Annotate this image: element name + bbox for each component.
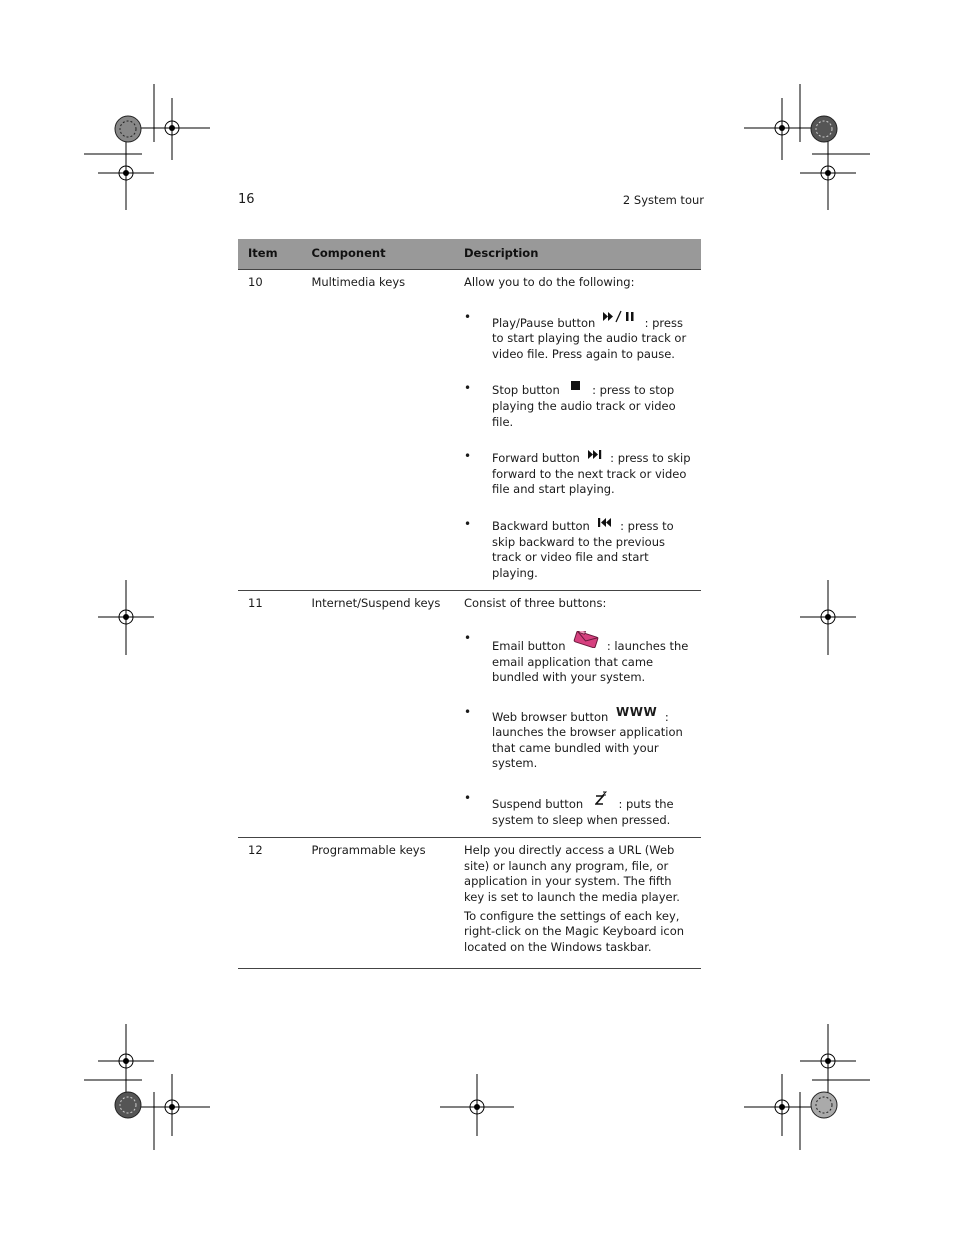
component-table <box>238 239 701 969</box>
bullet-list <box>464 310 691 582</box>
table-row <box>238 591 701 838</box>
play-pause-icon <box>603 310 637 323</box>
list-item <box>464 517 691 581</box>
component-name: Internet/Suspend keys <box>311 596 441 611</box>
list-item <box>464 310 691 363</box>
bullet-label: Backward button <box>492 518 590 533</box>
bullet-label: Forward button <box>492 451 580 466</box>
running-head: 2 System tour <box>622 193 704 207</box>
bullet-label: Email button <box>492 638 566 653</box>
list-item <box>464 631 691 686</box>
list-item <box>464 449 691 498</box>
bullet-text: : launches the browser application that came bundled with your system. <box>492 709 683 771</box>
bullet-label: Play/Pause button <box>492 315 596 330</box>
bullet-label: Web browser button <box>492 709 609 724</box>
backward-icon <box>597 517 612 528</box>
www-icon: WWW <box>616 704 658 719</box>
bullet-text: : puts the system to sleep when pressed. <box>492 797 674 827</box>
email-icon <box>573 631 599 648</box>
list-item <box>464 381 691 430</box>
description-intro: Allow you to do the following: <box>464 275 635 289</box>
bullet-text: : launches the email application that came bundled with your system. <box>492 638 689 685</box>
bullet-list <box>464 631 691 828</box>
description-cell <box>454 838 701 969</box>
bullet-text: : press to skip backward to the previous track or video file and start playing. <box>492 518 674 580</box>
description-cell <box>454 270 701 591</box>
bullet-label: Stop button <box>492 383 560 398</box>
description-paragraph: To configure the settings of each key, right-click on the Magic Keyboard icon located on the Windows taskbar. <box>464 908 685 954</box>
component-name: Programmable keys <box>311 843 426 858</box>
bullet-text: : press to skip forward to the next track or video file and start playing. <box>492 451 691 497</box>
header-description: Description <box>454 239 701 270</box>
bullet-text: : press to start playing the audio track or video file. Press again to pause. <box>492 315 687 361</box>
table-header <box>238 239 701 270</box>
forward-icon <box>588 449 603 460</box>
table-row <box>238 270 701 591</box>
description-paragraph: Help you directly access a URL (Web site) or launch any program, file, or application in your system. The fifth key is set to launch the media player. <box>464 843 680 905</box>
header-item: Item <box>238 239 301 270</box>
item-number: 10 <box>248 275 263 289</box>
bullet-label: Suspend button <box>492 797 584 812</box>
description-cell <box>454 591 701 838</box>
description-intro: Consist of three buttons: <box>464 596 607 611</box>
item-number: 11 <box>248 596 263 611</box>
bullet-text: : press to stop playing the audio track or video file. <box>492 383 676 429</box>
page-number: 16 <box>238 192 255 207</box>
list-item <box>464 705 691 772</box>
header-component: Component <box>301 239 454 270</box>
list-item <box>464 791 691 828</box>
stop-icon <box>571 381 580 390</box>
table-row <box>238 838 701 969</box>
suspend-icon <box>595 791 607 805</box>
component-name: Multimedia keys <box>311 275 406 289</box>
item-number: 12 <box>248 843 263 858</box>
